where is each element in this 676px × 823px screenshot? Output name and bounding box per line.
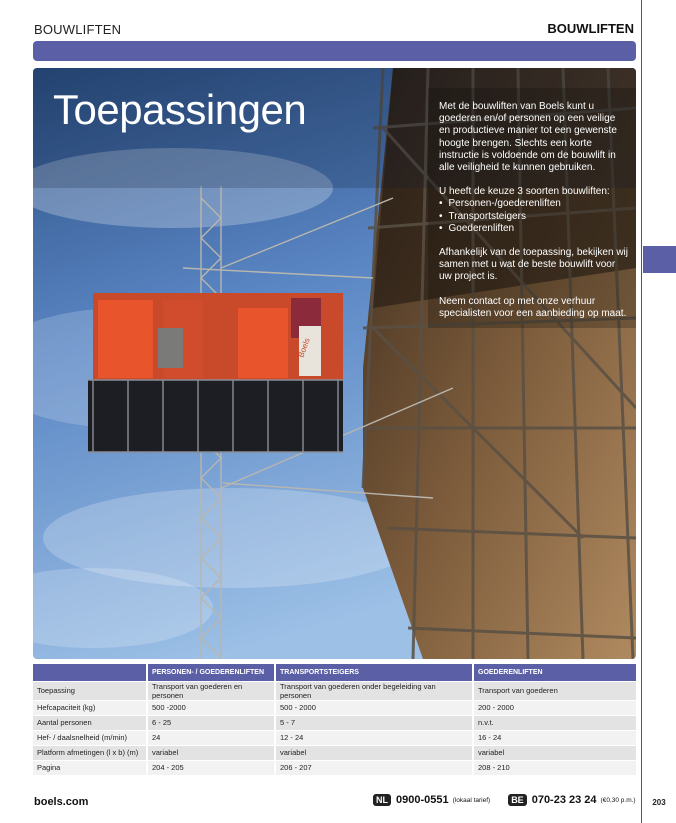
- phone-number-be[interactable]: 070-23 23 24: [531, 794, 597, 806]
- rate-note-be: (€0,30 p.m.): [600, 796, 636, 804]
- country-badge-nl: NL: [373, 794, 391, 806]
- table-cell: 208 - 210: [473, 760, 636, 775]
- page-number: 203: [652, 798, 666, 807]
- lift-comparison-table: [33, 664, 636, 775]
- table-cell: Transport van goederen en personen: [147, 681, 275, 700]
- table-row: [33, 760, 636, 775]
- table-cell: Transport van goederen: [473, 681, 636, 700]
- table-cell: 204 - 205: [147, 760, 275, 775]
- list-item: • Personen-/goederenliften: [439, 198, 629, 210]
- lift-type-list: [439, 198, 629, 235]
- hero-photo: [33, 68, 636, 659]
- contact-numbers: [373, 794, 636, 806]
- table-cell: variabel: [473, 745, 636, 760]
- table-cell: 206 - 207: [275, 760, 473, 775]
- phone-number-nl[interactable]: 0900-0551: [396, 794, 449, 806]
- table-cell: variabel: [275, 745, 473, 760]
- header-bar: [33, 41, 636, 61]
- page-edge-rule: [641, 0, 642, 823]
- table-cell: Transport van goederen onder begeleiding van personen: [275, 681, 473, 700]
- section-title-right: BOUWLIFTEN: [547, 21, 634, 36]
- table-row: [33, 730, 636, 745]
- table-cell: 12 - 24: [275, 730, 473, 745]
- contact-paragraph: Neem contact op met onze verhuur specialisten voor een aanbieding op maat.: [439, 295, 627, 319]
- website-link[interactable]: boels.com: [34, 796, 89, 808]
- table-header-cell: TRANSPORTSTEIGERS: [275, 664, 473, 681]
- list-item: • Goederenliften: [439, 223, 629, 235]
- table-row: [33, 715, 636, 730]
- row-label: Platform afmetingen (l x b) (m): [33, 745, 147, 760]
- table-cell: 5 - 7: [275, 715, 473, 730]
- section-title-left: BOUWLIFTEN: [34, 22, 122, 37]
- row-label: Pagina: [33, 760, 147, 775]
- intro-paragraph: Met de bouwliften van Boels kunt u goederen en/of personen op een veilige en productieve manier tot een gewenste hoogte brengen. Slechts een korte instructie is voldoende om de bouwlift in alle veiligheid te kunnen gebruiken.: [439, 101, 617, 174]
- table-cell: 16 - 24: [473, 730, 636, 745]
- page-title: Toepassingen: [53, 86, 307, 133]
- table-header-cell: PERSONEN- / GOEDERENLIFTEN: [147, 664, 275, 681]
- chapter-tab: [643, 246, 676, 273]
- table-row: [33, 681, 636, 700]
- advice-paragraph: Afhankelijk van de toepassing, bekijken wij samen met u wat de beste bouwlift voor uw project is.: [439, 247, 628, 283]
- table-cell: 6 - 25: [147, 715, 275, 730]
- table-cell: variabel: [147, 745, 275, 760]
- country-badge-be: BE: [508, 794, 527, 806]
- row-label: Hefcapaciteit (kg): [33, 700, 147, 715]
- lift-brand-label: Boels: [296, 336, 312, 359]
- table-header-cell: [33, 664, 147, 681]
- row-label: Toepassing: [33, 681, 147, 700]
- table-cell: 24: [147, 730, 275, 745]
- choice-intro: U heeft de keuze 3 soorten bouwliften:: [439, 186, 610, 198]
- list-item: • Transportsteigers: [439, 211, 629, 223]
- table-cell: 500 -2000: [147, 700, 275, 715]
- table-row: [33, 700, 636, 715]
- row-label: Aantal personen: [33, 715, 147, 730]
- table-cell: 500 - 2000: [275, 700, 473, 715]
- rate-note-nl: (lokaal tarief): [452, 796, 491, 804]
- table-header-cell: GOEDERENLIFTEN: [473, 664, 636, 681]
- table-cell: n.v.t.: [473, 715, 636, 730]
- table-cell: 200 - 2000: [473, 700, 636, 715]
- row-label: Hef- / daalsnelheid (m/min): [33, 730, 147, 745]
- table-header-row: [33, 664, 636, 681]
- intro-text-block: [439, 101, 629, 332]
- table-row: [33, 745, 636, 760]
